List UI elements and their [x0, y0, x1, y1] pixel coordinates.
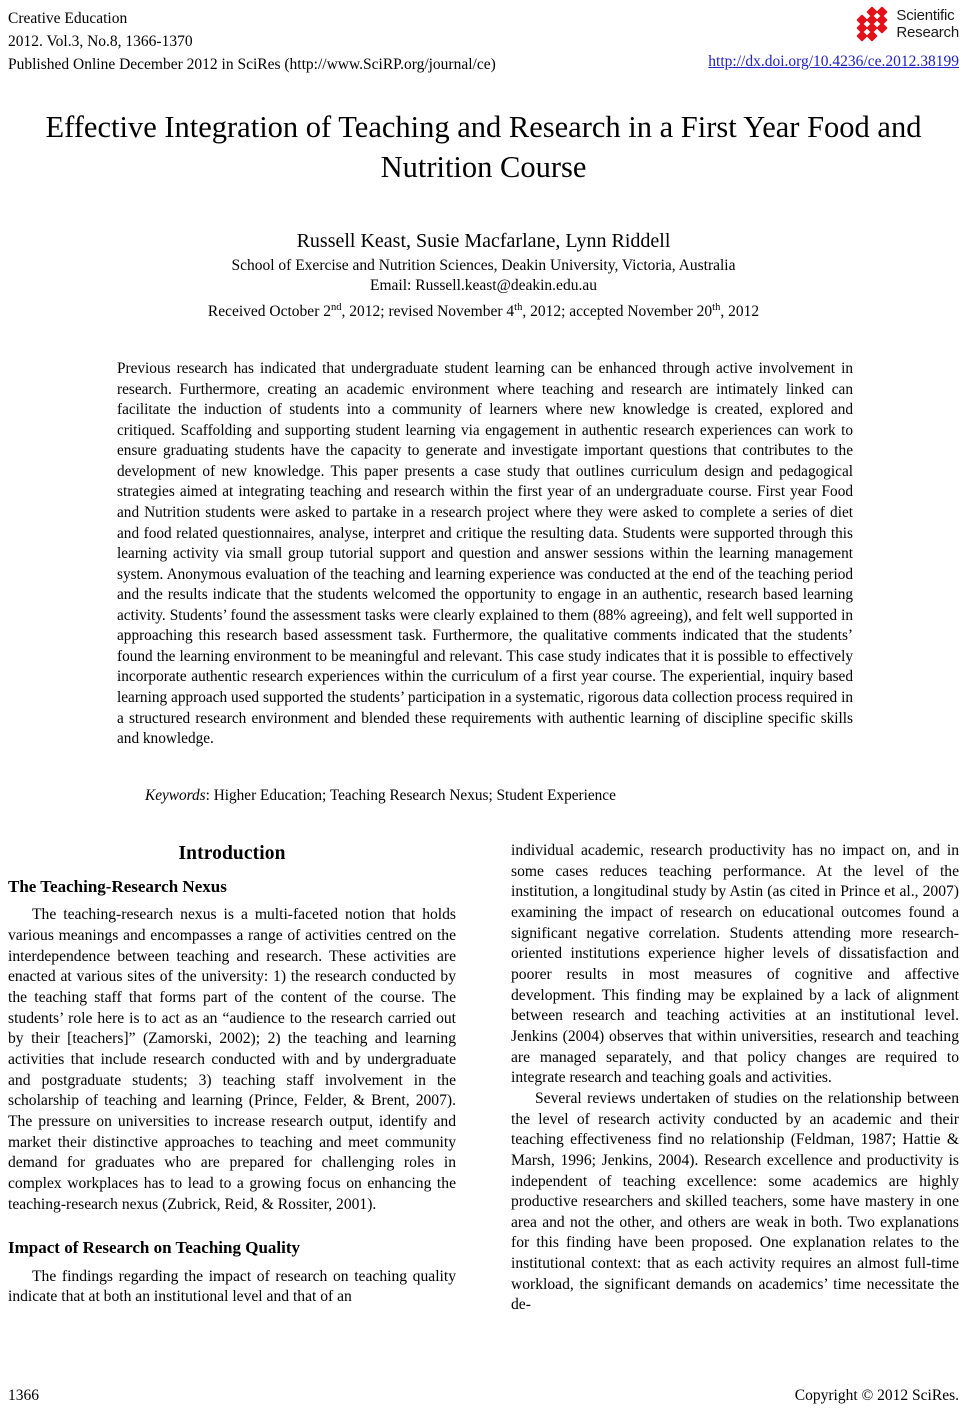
author-names: Russell Keast, Susie Macfarlane, Lynn Riddell — [296, 230, 671, 252]
section-heading-introduction: Introduction — [178, 843, 286, 864]
doi-line — [708, 53, 959, 71]
doi-link[interactable]: http://dx.doi.org/10.4236/ce.2012.38199 — [708, 53, 959, 70]
submission-dates — [60, 303, 907, 321]
keywords-line — [145, 787, 855, 805]
logo-wordmark — [896, 8, 959, 40]
journal-name: Creative Education — [8, 10, 128, 27]
body-column-left — [8, 841, 456, 1308]
page-title: Effective Integration of Teaching and Research in a First Year Food and Nutrition Course — [45, 110, 922, 184]
subheading-impact-of-research: Impact of Research on Teaching Quality — [8, 1238, 301, 1258]
masthead — [8, 8, 959, 78]
paragraph-impact-continued: individual academic, research productivity has no impact on, and in some cases reduces teaching performance. At the level of the institution, a longitudinal study by Astin (as cited in Prince et al., 2007) examining the impact of research on educational outcomes found a significant negative correlation. Students attending more research-oriented institutions experience higher levels of dissatisfaction and poorer results in most measures of cognitive and affective development. This finding may be explained by a lack of alignment between research and teaching activities at an institutional level. Jenkins (2004) observes that within universities, research and teaching are managed separately, and that policy changes are required to integrate research and teaching goals and activities. — [511, 842, 959, 1087]
page-number: 1366 — [8, 1387, 39, 1404]
date-accepted-prefix: , 2012; accepted November 20 — [522, 303, 713, 320]
keywords-label: Keywords — [145, 787, 206, 804]
body-column-right — [511, 841, 959, 1316]
paragraph-several-reviews: Several reviews undertaken of studies on the relationship between the level of research activity conducted by an academic and their teaching effectiveness find no relationship (Feldman, 1987; Hattie & Marsh, 1996; Jenkins, 2004). Research excellence and productivity is independent of teaching excellence: some academics are highly productive researchers and skilled teachers, some have mastery in one area and not the other, and others are weak in both. Two explanations for this finding have been proposed. One explanation relates to the institutional context: that as each activity requires an almost full-time workload, the significant demands on academics’ time necessitate the de- — [511, 1089, 959, 1314]
date-accepted-ordinal: th — [712, 301, 721, 313]
date-received-prefix: Received October 2 — [207, 303, 331, 320]
date-revised-ordinal: th — [514, 301, 523, 313]
diamond-grid-icon — [857, 8, 891, 41]
author-block — [60, 228, 907, 297]
journal-published-line: Published Online December 2012 in SciRes (http://www.SciRP.org/journal/ce) — [8, 55, 496, 73]
logo-line-2: Research — [896, 23, 959, 41]
masthead-journal-info — [8, 8, 496, 76]
date-received-ordinal: nd — [330, 301, 342, 313]
date-revised-prefix: , 2012; revised November 4 — [341, 303, 515, 320]
logo-line-1: Scientific — [896, 7, 955, 25]
paragraph-impact: The findings regarding the impact of research on teaching quality indicate that at both an institutional level and that of an — [8, 1267, 456, 1306]
abstract-text: Previous research has indicated that undergraduate student learning can be enhanced through active involvement in research. Furthermore, creating an academic environment where teaching and research are intimately linked can facilitate the induction of students into a community of learners where new knowledge is created, explored and critiqued. Scaffolding and supporting student learning via engagement in authentic research experiences can work to ensure graduating students have the capacity to generate and investigate important questions that contributes to the development of new knowledge. This paper presents a case study that outlines curriculum design and pedagogical strategies aimed at integrating teaching and research within the first year of an undergraduate course. First year Food and Nutrition students were asked to partake in a research project where they were asked to complete a series of diet and food related questionnaires, analyse, interpret and critique the resulting data. Students were supported through this learning activity via small group tutorial support and question and answer sessions within the learning management system. Anonymous evaluation of the teaching and learning experience was conducted at the end of the teaching period and the results indicate that the students welcomed the opportunity to engage in an authentic, research based learning activity. Students’ found the assessment tasks were clearly explained to them (88% agreeing), and felt well supported in approaching this research based assessment task. Furthermore, the qualitative comments indicated that the students’ found the learning environment to be meaningful and relevant. This case study indicates that it is possible to effectively incorporate authentic research experiences within the curriculum of a first year course. The experiential, inquiry based learning approach used supported the students’ participation in a systematic, rigorous data collection process required in a structured research environment and blended these requirements with authentic learning of discipline specific skills and knowledge. — [117, 360, 853, 748]
date-accepted-suffix: , 2012 — [720, 303, 760, 320]
journal-issue: 2012. Vol.3, No.8, 1366-1370 — [8, 32, 193, 50]
author-affiliation: School of Exercise and Nutrition Sciences, Deakin University, Victoria, Australia — [231, 257, 736, 274]
scientific-research-logo — [857, 8, 959, 41]
paragraph-nexus: The teaching-research nexus is a multi-faceted notion that holds various meanings and encompasses a range of activities centred on the interdependence between teaching and research. These activities are enacted at various sites of the university: 1) the research conducted by the teaching staff that forms part of the content of the course. The students’ role here is to act as an “audience to the research carried out by their [teachers]” (Zamorski, 2002); 2) the teaching and learning activities that include research conducted with and by undergraduate and postgraduate students; 3) teaching staff involvement in the scholarship of teaching and learning (Prince, Felder, & Brent, 2007). The pressure on universities to increase research output, identify and market their distinctive approaches to teaching and meet community demand for graduates who are prepared for challenging roles in complex workplaces has to lead to a growing focus on enhancing the teaching-research nexus (Zubrick, Reid, & Rossiter, 2001). — [8, 906, 456, 1213]
subheading-teaching-research-nexus: The Teaching-Research Nexus — [8, 876, 227, 896]
author-email: Email: Russell.keast@deakin.edu.au — [370, 277, 597, 295]
copyright-notice: Copyright © 2012 SciRes. — [794, 1387, 959, 1404]
keywords-value: : Higher Education; Teaching Research Nexus; Student Experience — [205, 787, 616, 804]
